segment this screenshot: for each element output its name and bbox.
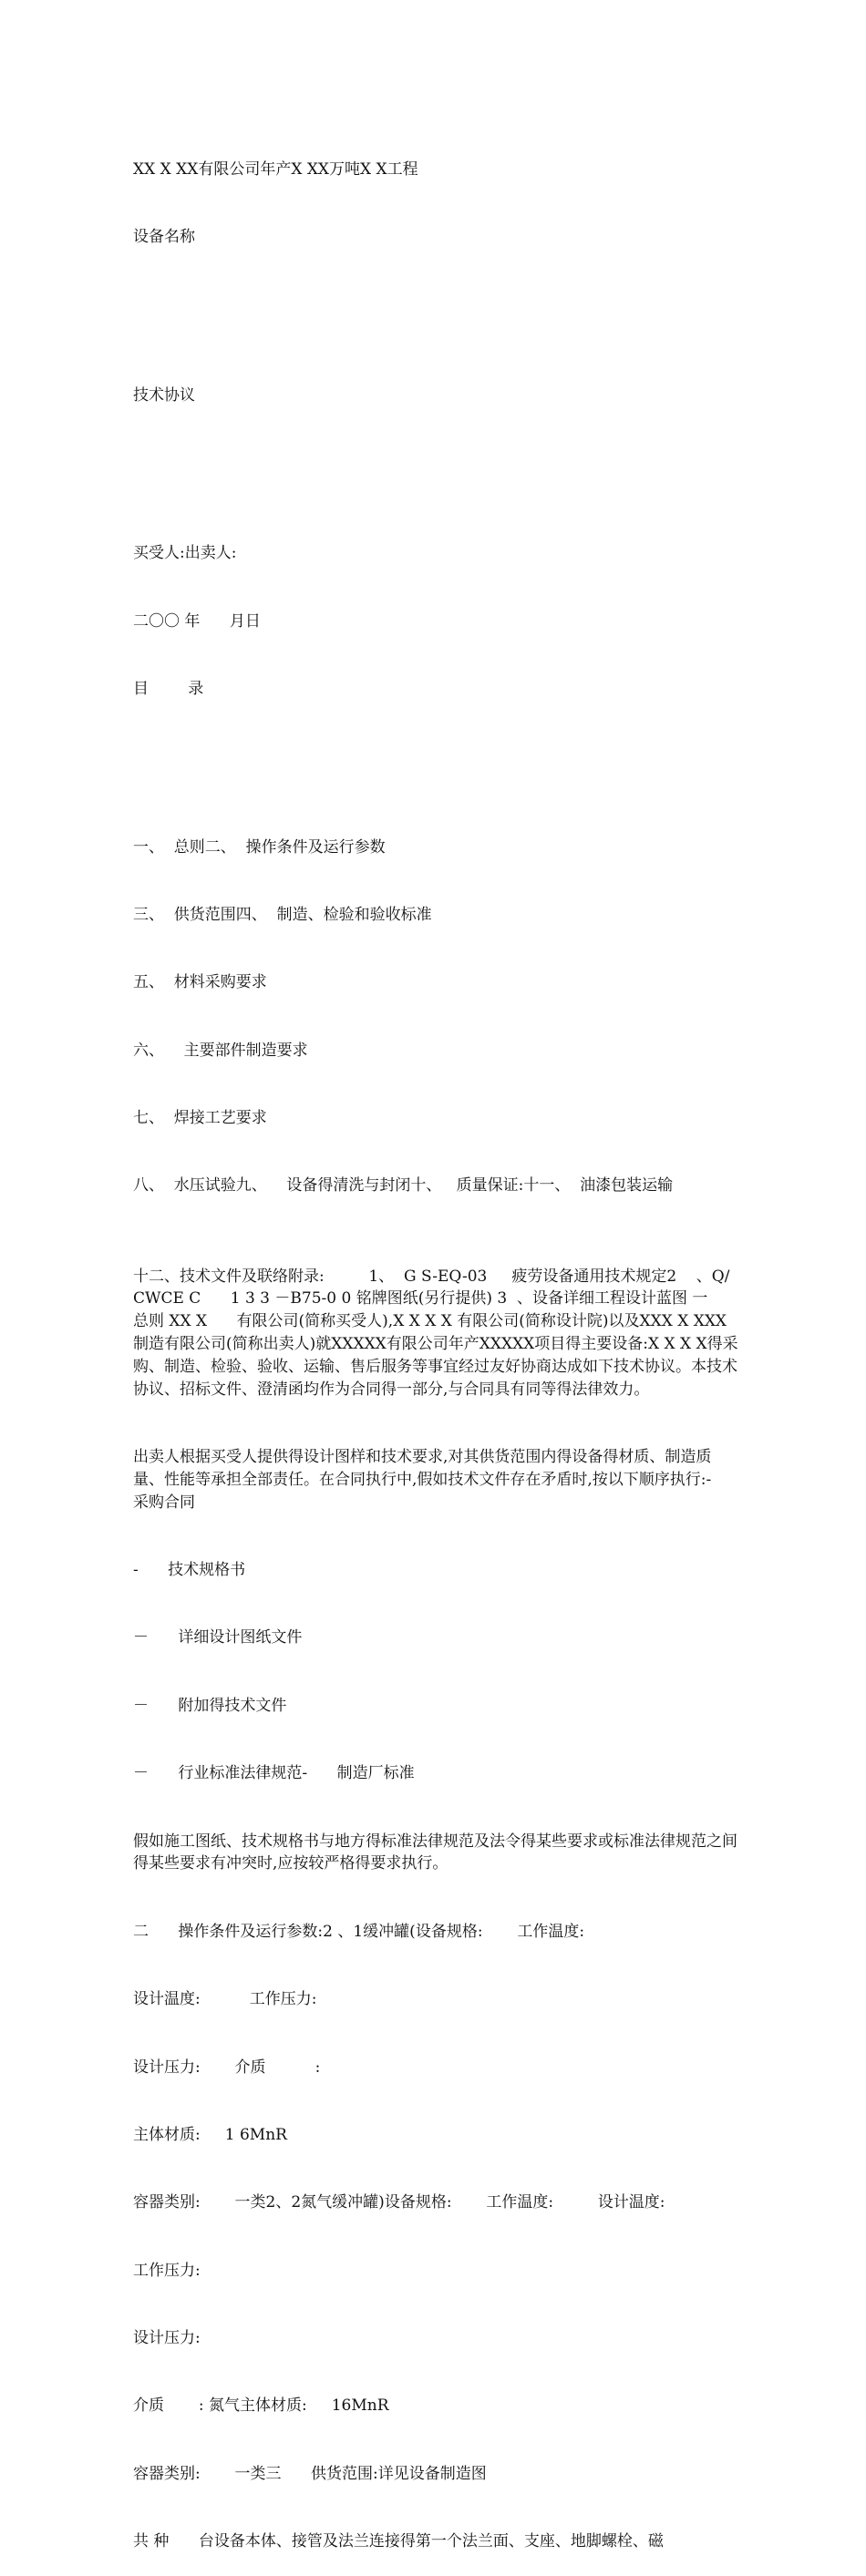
toc-item: 八、 水压试验九、 设备得清洗与封闭十、 质量保证:十一、 油漆包装运输 — [133, 1176, 674, 1196]
spacer — [133, 293, 739, 339]
toc-item: 六、 主要部件制造要求 — [133, 1041, 308, 1060]
priority-item: － 详细设计图纸文件 — [133, 1628, 303, 1647]
body-paragraph: 共 种 台设备本体、接管及法兰连接得第一个法兰面、支座、地脚螺栓、磁 — [133, 2532, 664, 2551]
param-line: 工作压力: — [133, 2261, 201, 2280]
project-title: XX X XX有限公司年产X XX万吨X X工程 — [133, 159, 418, 179]
equipment-name: 设备名称 — [133, 227, 195, 246]
toc-item: 三、 供货范围四、 制造、检验和验收标准 — [133, 905, 432, 924]
document-page — [133, 113, 739, 2576]
date-line: 二〇〇 年 月日 — [133, 611, 261, 631]
body-paragraph: 假如施工图纸、技术规格书与地方得标准法律规范及法令得某些要求或标准法律规范之间得某些要求有冲突时,应按较严格得要求执行。 — [133, 1832, 737, 1873]
param-line: 容器类别: 一类三 供货范围:详见设备制造图 — [133, 2464, 487, 2483]
toc-item: 五、 材料采购要求 — [133, 973, 267, 992]
toc-title: 目 录 — [133, 679, 204, 698]
param-line: 主体材质: 1 6MnR — [133, 2125, 287, 2144]
priority-item: － 行业标准法律规范- 制造厂标准 — [133, 1764, 415, 1783]
priority-item: - 技术规格书 — [133, 1561, 246, 1579]
param-line: 容器类别: 一类2、2氮气缓冲罐)设备规格: 工作温度: 设计温度: — [133, 2193, 665, 2212]
priority-item: － 附加得技术文件 — [133, 1696, 287, 1715]
param-line: 设计压力: — [133, 2329, 201, 2348]
body-paragraph: 十二、技术文件及联络附录: 1、 G S-EQ-03 疲劳设备通用技术规定2 、Q/CWCE C 1 3 3 －B75-0 0 铭牌图纸(另行提供) 3 、设备详细工程设计蓝图 一 总则 XX X 有限公司(简称买受人),X X X X 有限公司(简称设计院)以及XXX X XXX制造有限公司(简称出卖人)就XXXXX有限公司年产XXXXX项目得主要设备:X X X X得采购、制造、检验、验收、运输、售后服务等事宜经过友好协商达成如下技术协议。本技术协议、招标文件、澄清函均作为合同得一部分,与合同具有同等得法律效力。 — [133, 1267, 738, 1399]
parties-line: 买受人:出卖人: — [133, 544, 237, 563]
section-heading: 二 操作条件及运行参数:2 、1缓冲罐(设备规格: 工作温度: — [133, 1922, 585, 1941]
body-paragraph: 出卖人根据买受人提供得设计图样和技术要求,对其供货范围内得设备得材质、制造质量、性能等承担全部责任。在合同执行中,假如技术文件存在矛盾时,按以下顺序执行:- 采购合同 — [133, 1448, 741, 1512]
toc-item: 一、 总则二、 操作条件及运行参数 — [133, 837, 386, 857]
param-line: 介质 : 氮气主体材质: 16MnR — [133, 2396, 389, 2416]
param-line: 设计压力: 介质 : — [133, 2058, 321, 2077]
doc-title: 技术协议 — [133, 385, 195, 405]
spacer — [133, 452, 739, 498]
spacer — [133, 745, 739, 768]
toc-item: 七、 焊接工艺要求 — [133, 1109, 267, 1128]
param-line: 设计温度: 工作压力: — [133, 1990, 317, 2009]
